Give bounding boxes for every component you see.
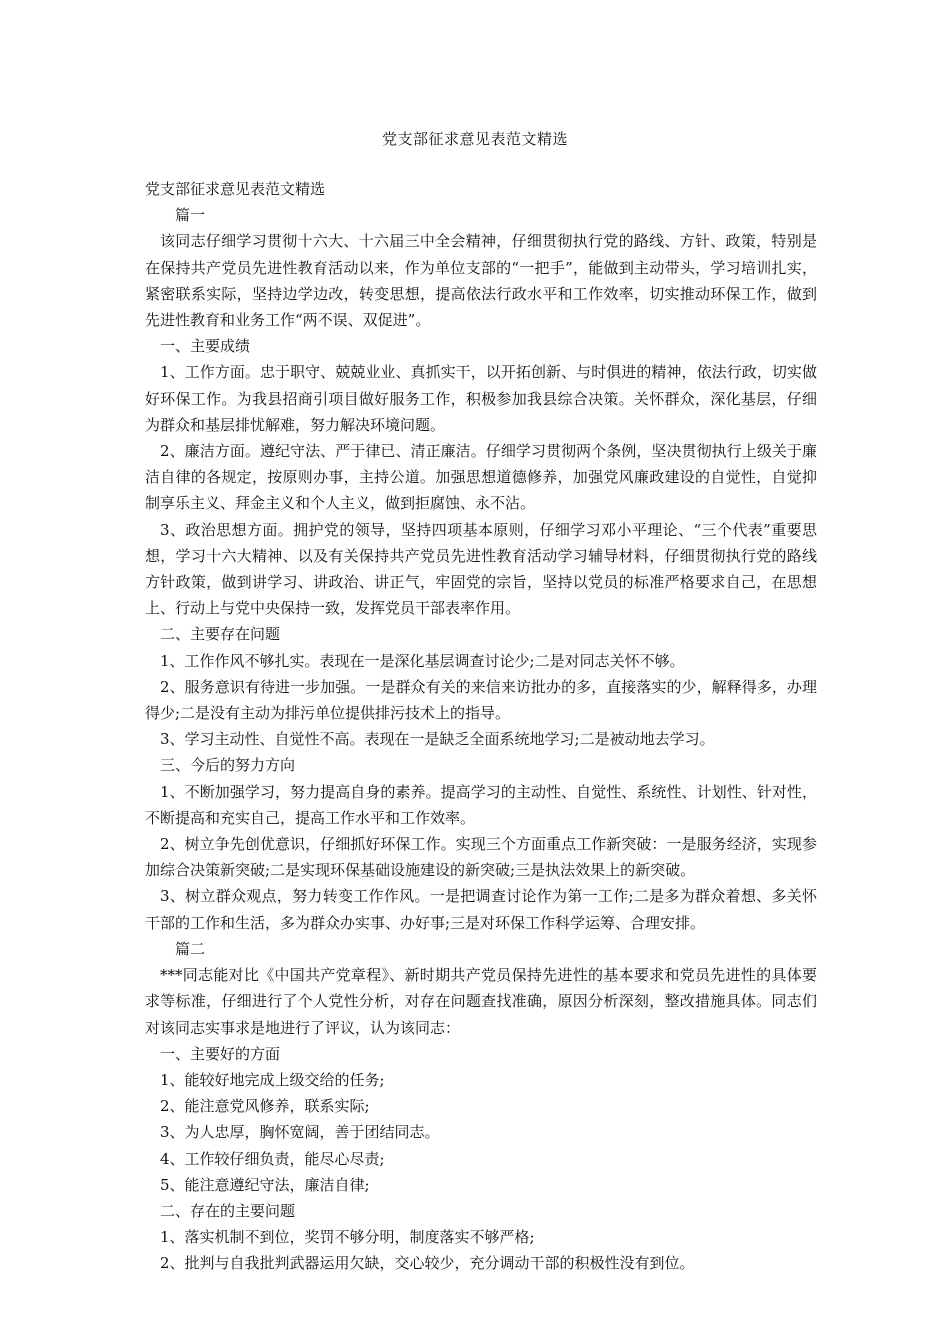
- paragraph: 该同志仔细学习贯彻十六大、十六届三中全会精神，仔细贯彻执行党的路线、方针、政策，特别是在保持共产党员先进性教育活动以来，作为单位支部的“一把手”，能做到主动带头，学习培训扎实，紧密联系实际，坚持边学边改，转变思想，提高依法行政水平和工作效率，切实推动环保工作，做到先进性教育和业务工作“两不误、双促进”。: [145, 232, 817, 330]
- paragraph: 一、主要好的方面: [160, 1044, 281, 1063]
- paragraph: 二、存在的主要问题: [160, 1201, 296, 1220]
- paragraph: 1、落实机制不到位，奖罚不够分明，制度落实不够严格;: [160, 1228, 535, 1247]
- document-body: [145, 176, 817, 1277]
- paragraph: 2、能注意党风修养，联系实际;: [160, 1097, 370, 1116]
- paragraph: 3、政治思想方面。拥护党的领导，坚持四项基本原则，仔细学习邓小平理论、“三个代表”重要思想，学习十六大精神、以及有关保持共产党员先进性教育活动学习辅导材料，仔细贯彻执行党的路线方针政策，做到讲学习、讲政治、讲正气，牢固党的宗旨，坚持以党员的标准严格要求自己，在思想上、行动上与党中央保持一致，发挥党员干部表率作用。: [145, 520, 817, 618]
- paragraph: 一、主要成绩: [160, 337, 251, 356]
- paragraph: 3、树立群众观点，努力转变工作作风。一是把调查讨论作为第一工作;二是多为群众着想、多关怀干部的工作和生活，多为群众办实事、办好事;三是对环保工作科学运筹、合理安排。: [145, 887, 817, 932]
- document-title: 党支部征求意见表范文精选: [381, 130, 568, 148]
- paragraph: 1、工作作风不够扎实。表现在一是深化基层调查讨论少;二是对同志关怀不够。: [160, 651, 685, 670]
- paragraph: 三、今后的努力方向: [160, 756, 296, 775]
- paragraph: ***同志能对比《中国共产党章程》、新时期共产党员保持先进性的基本要求和党员先进性的具体要求等标准，仔细进行了个人党性分析，对存在问题查找准确，原因分析深刻，整改措施具体。同志们对该同志实事求是地进行了评议，认为该同志：: [145, 966, 817, 1037]
- paragraph: 二、主要存在问题: [160, 625, 281, 644]
- paragraph: 1、工作方面。忠于职守、兢兢业业、真抓实干，以开拓创新、与时俱进的精神，依法行政，切实做好环保工作。为我县招商引项目做好服务工作，积极参加我县综合决策。关怀群众，深化基层，仔细为群众和基层排忧解难，努力解决环境问题。: [145, 363, 817, 434]
- paragraph: 1、能较好地完成上级交给的任务;: [160, 1070, 385, 1089]
- paragraph: 2、服务意识有待进一步加强。一是群众有关的来信来访批办的多，直接落实的少，解释得多，办理得少;二是没有主动为排污单位提供排污技术上的指导。: [145, 677, 817, 723]
- paragraph: 2、树立争先创优意识，仔细抓好环保工作。实现三个方面重点工作新突破：一是服务经济，实现参加综合决策新突破;二是实现环保基础设施建设的新突破;三是执法效果上的新突破。: [145, 835, 817, 880]
- paragraph: 3、为人忠厚，胸怀宽阔，善于团结同志。: [160, 1123, 440, 1142]
- paragraph: 5、能注意遵纪守法，廉洁自律;: [160, 1175, 370, 1194]
- paragraph: 篇二: [175, 939, 206, 958]
- paragraph: 2、廉洁方面。遵纪守法、严于律已、清正廉洁。仔细学习贯彻两个条例，坚决贯彻执行上级关于廉洁自律的各规定，按原则办事，主持公道。加强思想道德修养，加强党风廉政建设的自觉性，自觉抑制享乐主义、拜金主义和个人主义，做到拒腐蚀、永不沾。: [145, 442, 817, 513]
- paragraph: 3、学习主动性、自觉性不高。表现在一是缺乏全面系统地学习;二是被动地去学习。: [160, 730, 715, 749]
- paragraph: 1、不断加强学习，努力提高自身的素养。提高学习的主动性、自觉性、系统性、计划性、针对性，不断提高和充实自己，提高工作水平和工作效率。: [145, 782, 817, 827]
- paragraph: 篇一: [175, 206, 206, 225]
- paragraph: 2、批判与自我批判武器运用欠缺，交心较少，充分调动干部的积极性没有到位。: [160, 1254, 695, 1273]
- paragraph: 4、工作较仔细负责，能尽心尽责;: [160, 1149, 385, 1168]
- paragraph: 党支部征求意见表范文精选: [145, 180, 326, 198]
